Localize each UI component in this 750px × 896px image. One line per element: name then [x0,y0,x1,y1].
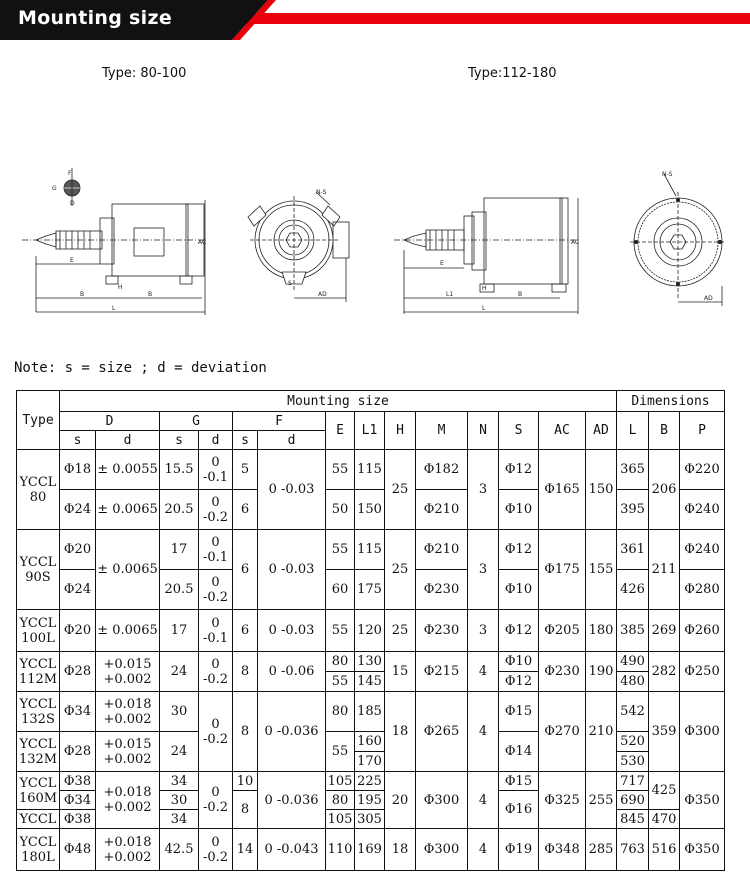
cell: Φ12 [499,672,539,692]
cell: Φ215 [416,652,468,692]
cell: 55 [326,610,355,652]
cell: 0 -0.1 [199,530,233,570]
header-F: F [233,412,326,431]
type-cell: YCCL 100L [17,610,60,652]
side-view-80-100 [22,168,206,315]
cell: 269 [649,610,680,652]
cell: Φ240 [680,490,725,530]
cell: Φ12 [499,610,539,652]
cell: 425 [649,772,680,810]
callout-h-right: H [482,285,487,292]
cell: 0 -0.2 [199,692,233,772]
callout-ac-left: AC [198,239,207,246]
callout-e-left: E [70,257,74,264]
type-cell: YCCL [17,810,60,829]
cell: 150 [586,450,617,530]
cell: Φ210 [416,530,468,570]
table-row [17,829,725,871]
cell: 8 [233,791,258,829]
table-row [17,692,725,712]
cell: ± 0.0065 [96,610,160,652]
banner-red-bar [180,13,750,24]
cell: 190 [586,652,617,692]
cell: 6 [233,530,258,610]
cell: 25 [385,450,416,530]
table-row [17,530,725,570]
table-row [17,732,725,752]
cell: +0.018 +0.002 [96,692,160,732]
cell: 4 [468,772,499,829]
table-header-row-1 [17,391,725,412]
cell: Φ10 [499,490,539,530]
cell: 42.5 [160,829,199,871]
cell: Φ350 [680,772,725,829]
header-B: B [649,412,680,450]
cell: Φ10 [499,570,539,610]
cell: 195 [355,791,385,810]
cell: Φ250 [680,652,725,692]
cell: 180 [586,610,617,652]
header-N: N [468,412,499,450]
header-H: H [385,412,416,450]
header-G-s: s [160,431,199,450]
header-D: D [60,412,160,431]
callout-l-left: L [112,305,116,312]
cell: 25 [385,610,416,652]
cell: 80 [326,692,355,732]
cell: 80 [326,652,355,672]
cell: 50 [326,490,355,530]
cell: 24 [160,652,199,692]
type-cell: YCCL 112M [17,652,60,692]
cell: 130 [355,652,385,672]
cell: 225 [355,772,385,791]
header-D-s: s [60,431,96,450]
header-AC: AC [539,412,586,450]
callout-ad-right: AD [704,295,713,302]
cell: Φ210 [416,490,468,530]
header-G: G [160,412,233,431]
callout-g: G [52,185,57,192]
cell: Φ12 [499,530,539,570]
cell: 0 -0.036 [258,772,326,829]
cell: +0.015 +0.002 [96,732,160,772]
callout-d: D [70,200,75,207]
note-text: Note: s = size ; d = deviation [14,360,267,376]
header-type: Type [17,391,60,450]
cell: Φ15 [499,772,539,791]
cell: 10 [233,772,258,791]
cell: Φ300 [416,772,468,829]
cell: 4 [468,829,499,871]
page-title: Mounting size [18,7,173,29]
cell: Φ265 [416,692,468,772]
table-row [17,490,725,530]
cell: Φ28 [60,652,96,692]
cell: Φ18 [60,450,96,490]
cell: 0 -0.03 [258,530,326,610]
cell: Φ240 [680,530,725,570]
cell: 5 [233,450,258,490]
cell: Φ24 [60,490,96,530]
callout-ad-left: AD [318,291,327,298]
cell: 120 [355,610,385,652]
table-row [17,772,725,791]
cell: Φ38 [60,810,96,829]
cell: 15.5 [160,450,199,490]
cell: +0.018 +0.002 [96,772,160,829]
cell: Φ34 [60,692,96,732]
header-S: S [499,412,539,450]
table-row [17,450,725,490]
cell: ± 0.0065 [96,490,160,530]
cell: 0 -0.1 [199,450,233,490]
header-P: P [680,412,725,450]
side-view-112-180 [394,198,579,314]
cell: 470 [649,810,680,829]
cell: 211 [649,530,680,610]
cell: 717 [617,772,649,791]
header-D-d: d [96,431,160,450]
cell: 255 [586,772,617,829]
cell: Φ10 [499,652,539,672]
callout-ac-right: AC [571,239,580,246]
header-L: L [617,412,649,450]
type-80-100-label: Type: 80-100 [102,66,187,81]
cell: 34 [160,772,199,791]
cell: 530 [617,752,649,772]
cell: 480 [617,672,649,692]
cell: 170 [355,752,385,772]
cell: 185 [355,692,385,732]
cell: 30 [160,692,199,732]
callout-l1-right: L1 [446,291,454,298]
callout-b-left: B [80,291,85,298]
cell: 845 [617,810,649,829]
table-row [17,652,725,672]
callout-s-left: S [288,280,292,287]
cell: 365 [617,450,649,490]
cell: 285 [586,829,617,871]
header-E: E [326,412,355,450]
cell: 0 -0.2 [199,570,233,610]
cell: 305 [355,810,385,829]
cell: 160 [355,732,385,752]
cell: 175 [355,570,385,610]
cell: 690 [617,791,649,810]
cell: Φ205 [539,610,586,652]
cell: 20 [385,772,416,829]
cell: Φ220 [680,450,725,490]
header-AD: AD [586,412,617,450]
cell: Φ19 [499,829,539,871]
cell: 55 [326,672,355,692]
cell: 55 [326,530,355,570]
type-cell: YCCL 90S [17,530,60,610]
cell: Φ270 [539,692,586,772]
callout-b-right2: B [518,291,523,298]
cell: Φ38 [60,772,96,791]
cell: 18 [385,829,416,871]
cell: 25 [385,530,416,610]
cell: 0 -0.06 [258,652,326,692]
type-cell: YCCL 80 [17,450,60,530]
type-112-180-label: Type:112-180 [468,66,557,81]
header-M: M [416,412,468,450]
cell: Φ20 [60,530,96,570]
cell: 0 -0.2 [199,652,233,692]
end-view-80-100 [248,189,349,302]
header-L1: L1 [355,412,385,450]
header-mounting-size: Mounting size [60,391,617,412]
cell: 15 [385,652,416,692]
callout-e-right: E [440,260,444,267]
callout-h-left: H [118,284,123,291]
cell: 8 [233,692,258,772]
cell: 0 -0.03 [258,450,326,530]
cell: 115 [355,530,385,570]
cell: Φ182 [416,450,468,490]
cell: Φ175 [539,530,586,610]
cell: 14 [233,829,258,871]
cell: Φ348 [539,829,586,871]
cell: Φ14 [499,732,539,772]
cell: 0 -0.03 [258,610,326,652]
table-row [17,610,725,652]
cell: 426 [617,570,649,610]
type-cell: YCCL 132M [17,732,60,772]
cell: Φ16 [499,791,539,829]
cell: 8 [233,652,258,692]
header-F-s: s [233,431,258,450]
cell: 18 [385,692,416,772]
callout-ns-right: N-S [662,171,673,178]
cell: 30 [160,791,199,810]
cell: 385 [617,610,649,652]
cell: Φ325 [539,772,586,829]
header-G-d: d [199,431,233,450]
end-view-112-180 [630,171,726,306]
cell: 763 [617,829,649,871]
cell: ± 0.0065 [96,530,160,610]
mounting-size-table [16,390,725,871]
cell: Φ300 [416,829,468,871]
cell: 24 [160,732,199,772]
cell: 3 [468,610,499,652]
cell: 4 [468,652,499,692]
cell: 0 -0.2 [199,772,233,829]
cell: 80 [326,791,355,810]
cell: +0.015 +0.002 [96,652,160,692]
cell: Φ34 [60,791,96,810]
cell: 55 [326,450,355,490]
cell: ± 0.0055 [96,450,160,490]
cell: 34 [160,810,199,829]
cell: Φ300 [680,692,725,772]
mounting-drawings [0,150,750,320]
type-cell: YCCL 132S [17,692,60,732]
cell: Φ280 [680,570,725,610]
cell: 115 [355,450,385,490]
cell: 282 [649,652,680,692]
cell: Φ28 [60,732,96,772]
cell: 145 [355,672,385,692]
cell: 155 [586,530,617,610]
cell: 17 [160,530,199,570]
cell: 0 -0.2 [199,490,233,530]
type-cell: YCCL 160M [17,772,60,810]
cell: 60 [326,570,355,610]
cell: 210 [586,692,617,772]
cell: 0 -0.2 [199,829,233,871]
cell: Φ165 [539,450,586,530]
cell: 20.5 [160,570,199,610]
cell: 105 [326,772,355,791]
cell: 361 [617,530,649,570]
cell: 0 -0.043 [258,829,326,871]
cell: 516 [649,829,680,871]
cell: 395 [617,490,649,530]
cell: 490 [617,652,649,672]
cell: Φ20 [60,610,96,652]
cell: 0 -0.1 [199,610,233,652]
cell: 3 [468,450,499,530]
cell: 150 [355,490,385,530]
cell: 206 [649,450,680,530]
type-cell: YCCL 180L [17,829,60,871]
cell: 6 [233,490,258,530]
callout-ns-left: N-S [316,189,327,196]
cell: 3 [468,530,499,610]
cell: 542 [617,692,649,732]
cell: 110 [326,829,355,871]
callout-f: F [68,170,72,177]
table-header-row-2 [17,412,725,431]
cell: Φ15 [499,692,539,732]
cell: Φ230 [416,610,468,652]
cell: Φ350 [680,829,725,871]
cell: 520 [617,732,649,752]
cell: 359 [649,692,680,772]
cell: Φ12 [499,450,539,490]
callout-l-right: L [482,305,486,312]
cell: 6 [233,610,258,652]
callout-b-right: B [148,291,153,298]
cell: Φ230 [416,570,468,610]
cell: 4 [468,692,499,772]
cell: 55 [326,732,355,772]
cell: 105 [326,810,355,829]
header-F-d: d [258,431,326,450]
cell: Φ48 [60,829,96,871]
cell: 0 -0.036 [258,692,326,772]
cell: Φ230 [539,652,586,692]
cell: Φ24 [60,570,96,610]
cell: Φ260 [680,610,725,652]
cell: 169 [355,829,385,871]
cell: 17 [160,610,199,652]
cell: 20.5 [160,490,199,530]
header-dimensions: Dimensions [617,391,725,412]
cell: +0.018 +0.002 [96,829,160,871]
